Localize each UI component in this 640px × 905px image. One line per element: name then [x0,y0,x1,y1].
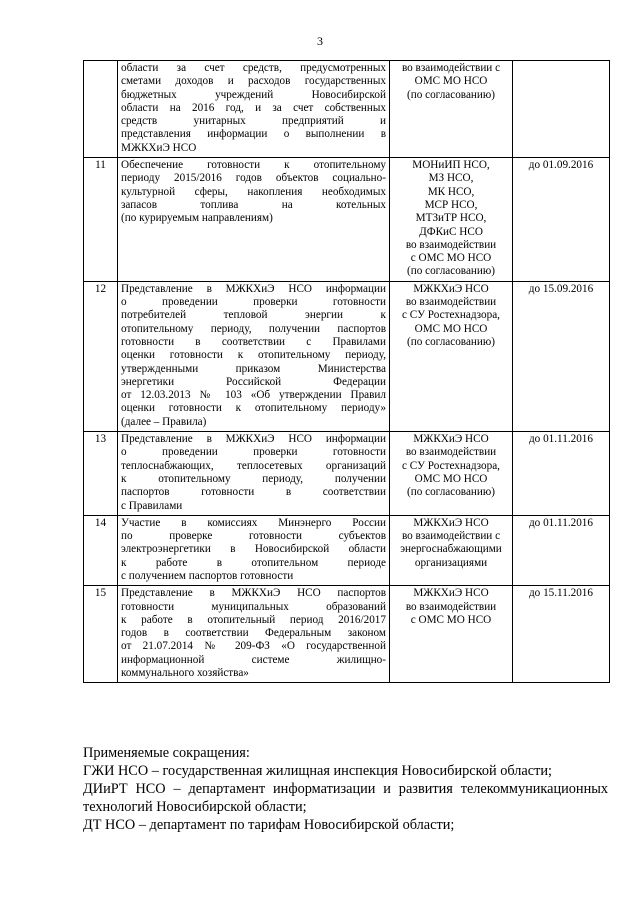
abbreviation-line: технологий Новосибирской области; [83,799,307,815]
executor-line: МЖКХиЭ НСО [413,282,489,295]
deadline: до 01.09.2016 [513,158,610,282]
description-line: отопительному периоду, получении паспортов [121,322,386,335]
measure-description [118,281,390,431]
description-line: с получением паспортов готовности [121,569,294,582]
description-line: электроэнергетики в Новосибирской области [121,543,386,556]
executor-line: с СУ Ростехнадзора, [402,459,500,472]
executor-line: МЗ НСО, [428,172,474,185]
description-line: утвержденными приказом Министерства [121,362,386,375]
abbreviations-list [83,762,608,834]
row-number: 14 [84,515,118,585]
description-line: энергетики Российской Федерации [121,375,386,388]
description-line: к работе в отопительном периоде [121,556,386,569]
description-line: Участие в комиссиях Минэнерго России [121,516,386,529]
description-line: Обеспечение готовности к отопительному [121,159,386,172]
row-number [84,61,118,158]
executor-line: МЖКХиЭ НСО [413,433,489,446]
description-line: к отопительному периоду, получении [121,472,386,485]
description-line: области на 2016 год, и за счет собственных [121,101,386,114]
description-line: (далее – Правила) [121,415,207,428]
description-line: к работе в отопительный период 2016/2017 [121,613,386,626]
measure-description [118,586,390,683]
description-line: готовности в соответствии с Правилами [121,335,386,348]
deadline: до 01.11.2016 [513,432,610,516]
description-line: от 21.07.2014 № 209-ФЗ «О государственной [121,640,386,653]
deadline: до 01.11.2016 [513,515,610,585]
executor-line: организациями [414,556,488,569]
description-line: готовности муниципальных образований [121,600,386,613]
description-line: области за счет средств, предусмотренных [121,62,386,74]
executor-line: во взаимодействии с [401,530,501,543]
description-line: культурной сферы, накопления необходимых [121,185,386,198]
table-row [84,158,610,282]
description-line: от 12.03.2013 № 103 «Об утверждении Правил [121,389,386,402]
description-line: теплоснабжающих, теплосетевых организаций [121,459,386,472]
description-line: годов в соответствии Федеральным законом [121,627,386,640]
measure-description [118,158,390,282]
executor-line: ОМС МО НСО [414,75,488,88]
executor-line: МСР НСО, [424,198,478,211]
executor-line: ОМС МО НСО [414,472,488,485]
page-number: 3 [317,34,323,48]
description-line: паспортов готовности в соответствии [121,486,386,499]
deadline: до 15.11.2016 [513,586,610,683]
description-line: представления информации о выполнении в [121,128,386,141]
description-line: МЖКХиЭ НСО [121,141,197,154]
table-row [84,515,610,585]
measure-description [118,61,390,158]
executor-line: ДФКиС НСО [419,225,483,238]
description-line: оценки готовности к отопительному периоду, [121,349,386,362]
executor-line: во взаимодействии [405,600,497,613]
executor-line: с ОМС МО НСО [410,252,492,265]
executor-line: с СУ Ростехнадзора, [402,309,500,322]
responsible-executors [390,158,513,282]
table-row [84,432,610,516]
executor-line: во взаимодействии с [401,62,501,74]
row-number: 11 [84,158,118,282]
description-line: Представление в МЖКХиЭ НСО паспортов [121,587,386,600]
executor-line: (по согласованию) [407,88,495,101]
abbreviations-heading: Применяемые сокращения: [83,745,250,761]
row-number: 13 [84,432,118,516]
abbreviation-line: ГЖИ НСО – государственная жилищная инспекция Новосибирской области; [83,763,552,779]
executor-line: МЖКХиЭ НСО [413,516,489,529]
description-line: бюджетных учреждений Новосибирской [121,88,386,101]
executor-line: во взаимодействии [405,238,497,251]
description-line: (по курируемым направлениям) [121,212,273,225]
executor-line: МЖКХиЭ НСО [413,587,489,600]
description-line: потребителей тепловой энергии к [121,309,386,322]
table-row [84,61,610,158]
executor-line: энергоснабжающими [400,543,502,556]
responsible-executors [390,586,513,683]
measure-description [118,515,390,585]
executor-line: МК НСО, [427,185,475,198]
deadline [513,61,610,158]
description-line: Представление в МЖКХиЭ НСО информации [121,282,386,295]
table-row [84,281,610,431]
description-line: средств унитарных предприятий и [121,115,386,128]
abbreviations-section [83,744,608,834]
executor-line: во взаимодействии [405,446,497,459]
abbreviation-line: ДИиРТ НСО – департамент информатизации и развития телекоммуникационных [83,781,608,797]
executor-line: с ОМС МО НСО [410,613,492,626]
row-number: 12 [84,281,118,431]
description-line: Представление в МЖКХиЭ НСО информации [121,433,386,446]
executor-line: (по согласованию) [407,265,495,278]
description-line: о проведении проверки готовности [121,446,386,459]
description-line: периоду 2015/2016 годов объектов социально- [121,172,386,185]
deadline: до 15.09.2016 [513,281,610,431]
table-row [84,586,610,683]
description-line: коммунального хозяйства» [121,667,249,680]
executor-line: во взаимодействии [405,296,497,309]
executor-line: (по согласованию) [407,335,495,348]
abbreviation-line: ДТ НСО – департамент по тарифам Новосибирской области; [83,817,455,833]
responsible-executors [390,61,513,158]
description-line: с Правилами [121,499,183,512]
executor-line: ОМС МО НСО [414,322,488,335]
description-line: информационной системе жилищно- [121,653,386,666]
description-line: по проверке готовности субъектов [121,530,386,543]
measures-table [83,60,610,683]
row-number: 15 [84,586,118,683]
description-line: о проведении проверки готовности [121,296,386,309]
executor-line: МТЗиТР НСО, [415,212,487,225]
description-line: сметами доходов и расходов государственных [121,75,386,88]
description-line: запасов топлива на котельных [121,198,386,211]
measure-description [118,432,390,516]
responsible-executors [390,432,513,516]
responsible-executors [390,515,513,585]
description-line: оценки готовности к отопительному периоду» [121,402,386,415]
responsible-executors [390,281,513,431]
measures-table-body [84,61,610,683]
executor-line: (по согласованию) [407,486,495,499]
executor-line: МОНиИП НСО, [412,159,490,172]
